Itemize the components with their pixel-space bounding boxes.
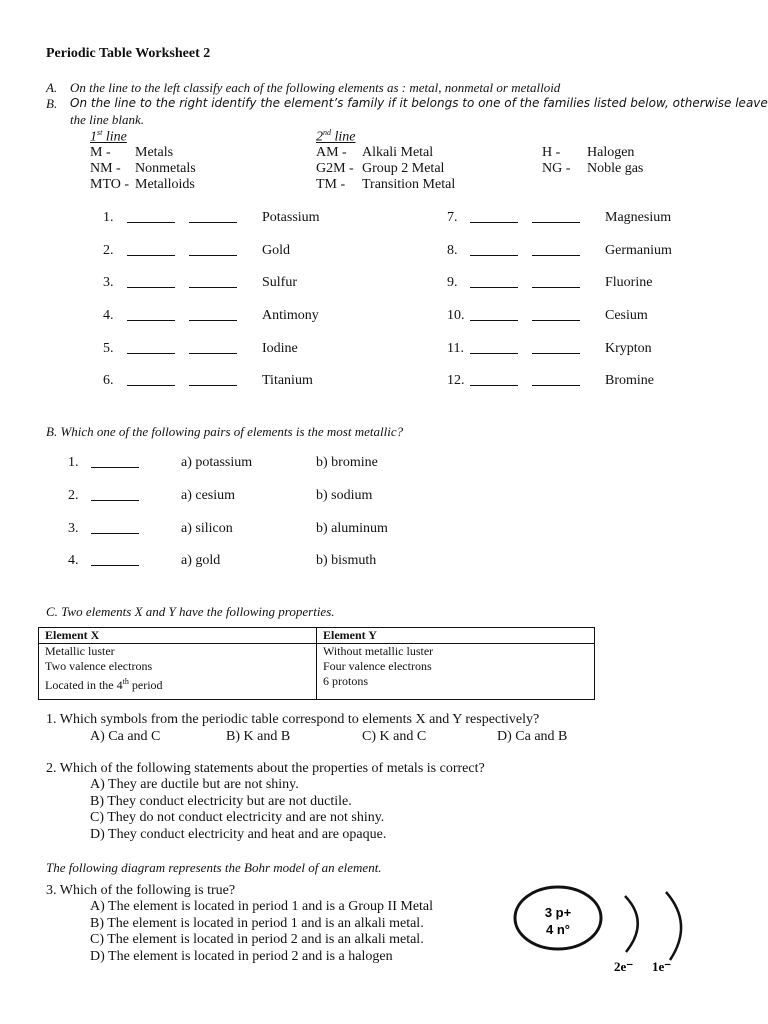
legend-first-line-label: 1st line (90, 128, 127, 145)
legend-name: Nonmetals (135, 161, 196, 176)
element-number: 8. (447, 243, 458, 258)
element-name: Magnesium (605, 210, 672, 225)
element-name: Antimony (262, 308, 319, 323)
element-name: Bromine (605, 373, 654, 388)
question-number: 1. (68, 455, 79, 470)
worksheet-title: Periodic Table Worksheet 2 (46, 46, 211, 61)
legend-name: Metalloids (135, 177, 195, 192)
choice[interactable]: B) K and B (226, 729, 291, 744)
legend-code: TM - (316, 177, 346, 192)
element-number: 6. (103, 373, 114, 388)
family-blank[interactable] (532, 243, 580, 256)
answer-blank[interactable] (91, 553, 139, 566)
legend-name: Group 2 Metal (362, 161, 445, 176)
family-blank[interactable] (189, 210, 237, 223)
choice[interactable]: C) They do not conduct electricity and are not shiny. (90, 810, 385, 825)
element-x-properties (39, 644, 317, 700)
element-number: 5. (103, 341, 114, 356)
property-item: Four valence electrons (323, 659, 432, 673)
diagram-caption: The following diagram represents the Bohr model of an element. (46, 860, 382, 875)
choice[interactable]: A) The element is located in period 1 and is a Group II Metal (90, 899, 434, 914)
answer-blank[interactable] (91, 455, 139, 468)
element-number: 1. (103, 210, 114, 225)
column-header-element-y: Element Y (317, 628, 595, 644)
legend-second-line-label: 2nd line (316, 128, 356, 145)
choice[interactable]: D) The element is located in period 2 and is a halogen (90, 949, 393, 964)
legend-code: NM - (90, 161, 121, 176)
question-number: 2. (68, 488, 79, 503)
instruction-b-letter: B. (46, 96, 58, 111)
classification-blank[interactable] (127, 341, 175, 354)
element-name: Iodine (262, 341, 298, 356)
classification-blank[interactable] (127, 275, 175, 288)
property-item: Without metallic luster (323, 644, 434, 658)
legend-code: H - (542, 145, 561, 160)
bohr-model-diagram (500, 880, 700, 980)
classification-blank[interactable] (470, 243, 518, 256)
question-1-text: 1. Which symbols from the periodic table correspond to elements X and Y respectively? (46, 712, 540, 727)
protons-label: 3 p+ (544, 905, 572, 920)
element-name: Gold (262, 243, 290, 258)
family-blank[interactable] (532, 210, 580, 223)
option-b: b) sodium (316, 488, 373, 503)
element-name: Krypton (605, 341, 652, 356)
element-number: 10. (447, 308, 465, 323)
choice[interactable]: D) Ca and B (497, 729, 568, 744)
classification-blank[interactable] (127, 243, 175, 256)
choice[interactable]: C) K and C (362, 729, 427, 744)
element-number: 3. (103, 275, 114, 290)
choice[interactable]: A) Ca and C (90, 729, 161, 744)
column-header-element-x: Element X (39, 628, 317, 644)
answer-blank[interactable] (91, 488, 139, 501)
legend-name: Alkali Metal (362, 145, 434, 160)
classification-blank[interactable] (470, 341, 518, 354)
element-name: Cesium (605, 308, 648, 323)
family-blank[interactable] (532, 341, 580, 354)
family-blank[interactable] (189, 275, 237, 288)
legend-code: M - (90, 145, 111, 160)
property-item: Located in the 4th period (45, 677, 163, 692)
option-a: a) gold (181, 553, 221, 568)
family-blank[interactable] (189, 341, 237, 354)
instruction-a-letter: A. (46, 80, 58, 95)
question-number: 3. (68, 521, 79, 536)
choice[interactable]: D) They conduct electricity and heat and are opaque. (90, 827, 387, 842)
classification-blank[interactable] (127, 308, 175, 321)
family-blank[interactable] (532, 275, 580, 288)
question-2-text: 2. Which of the following statements about the properties of metals is correct? (46, 761, 485, 776)
shell-1-electrons: 2e⁻ (614, 959, 634, 974)
property-item: Metallic luster (45, 644, 115, 658)
element-name: Titanium (262, 373, 313, 388)
classification-blank[interactable] (470, 210, 518, 223)
family-blank[interactable] (189, 308, 237, 321)
element-number: 11. (447, 341, 464, 356)
option-b: b) bromine (316, 455, 378, 470)
option-a: a) cesium (181, 488, 236, 503)
element-name: Germanium (605, 243, 672, 258)
legend-code: NG - (542, 161, 571, 176)
property-item: Two valence electrons (45, 659, 153, 673)
choice[interactable]: B) They conduct electricity but are not ductile. (90, 794, 352, 809)
element-name: Sulfur (262, 275, 297, 290)
shell-1-arc (625, 896, 638, 952)
option-b: b) bismuth (316, 553, 377, 568)
family-blank[interactable] (532, 308, 580, 321)
legend-code: AM - (316, 145, 347, 160)
legend-name: Transition Metal (362, 177, 456, 192)
family-blank[interactable] (532, 373, 580, 386)
classification-blank[interactable] (127, 373, 175, 386)
answer-blank[interactable] (91, 521, 139, 534)
question-3-text: 3. Which of the following is true? (46, 883, 236, 898)
instruction-a: On the line to the left classify each of the following elements as : metal, nonmetal or metalloid (70, 80, 561, 95)
question-number: 4. (68, 553, 79, 568)
element-number: 9. (447, 275, 458, 290)
family-blank[interactable] (189, 373, 237, 386)
shell-2-electrons: 1e⁻ (652, 959, 672, 974)
legend-name: Halogen (587, 145, 635, 160)
properties-table (38, 627, 595, 700)
family-blank[interactable] (189, 243, 237, 256)
element-name: Fluorine (605, 275, 653, 290)
element-name: Potassium (262, 210, 320, 225)
section-b-heading: B. Which one of the following pairs of elements is the most metallic? (46, 424, 404, 439)
instruction-b: On the line to the right identify the element’s family if it belongs to one of the families listed below, otherwise leave (70, 96, 768, 110)
choice[interactable]: A) They are ductile but are not shiny. (90, 777, 299, 792)
classification-blank[interactable] (470, 308, 518, 321)
legend-name: Metals (135, 145, 174, 160)
choice[interactable]: B) The element is located in period 1 and is an alkali metal. (90, 916, 424, 931)
classification-blank[interactable] (470, 373, 518, 386)
option-a: a) silicon (181, 521, 233, 536)
legend-name: Noble gas (587, 161, 644, 176)
property-item: 6 protons (323, 674, 368, 688)
classification-blank[interactable] (127, 210, 175, 223)
instruction-b-cont: the line blank. (70, 112, 145, 127)
neutrons-label: 4 n° (546, 922, 570, 937)
choice[interactable]: C) The element is located in period 2 and is an alkali metal. (90, 932, 424, 947)
legend-code: G2M - (316, 161, 354, 176)
element-number: 7. (447, 210, 458, 225)
classification-blank[interactable] (470, 275, 518, 288)
section-c-heading: C. Two elements X and Y have the following properties. (46, 604, 335, 619)
element-number: 4. (103, 308, 114, 323)
shell-2-arc (666, 892, 681, 960)
legend-code: MTO - (90, 177, 130, 192)
option-b: b) aluminum (316, 521, 388, 536)
element-number: 2. (103, 243, 114, 258)
element-number: 12. (447, 373, 465, 388)
element-y-properties (317, 644, 595, 700)
option-a: a) potassium (181, 455, 253, 470)
